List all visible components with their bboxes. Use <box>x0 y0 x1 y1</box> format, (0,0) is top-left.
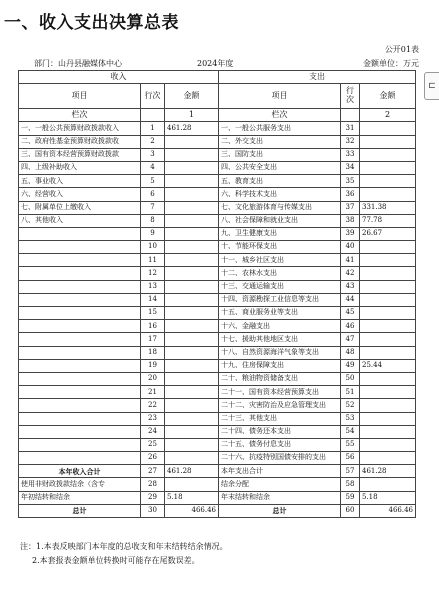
expense-item: 十六、金融支出 <box>219 320 341 333</box>
income-amount <box>165 161 219 174</box>
expense-item: 十七、援助其他地区支出 <box>219 333 341 346</box>
expense-amount <box>360 122 416 135</box>
expense-row-number: 44 <box>341 293 360 306</box>
table-row <box>19 425 416 438</box>
expense-item: 二十、粮油物资储备支出 <box>219 372 341 385</box>
income-row-number: 11 <box>141 254 165 267</box>
income-row-number: 19 <box>141 359 165 372</box>
unit-label: 金额单位：万元 <box>363 59 419 68</box>
expense-row-number: 45 <box>341 307 360 320</box>
table-number: 公开01表 <box>384 45 419 54</box>
income-amount: 461.28 <box>165 465 219 478</box>
table-row <box>19 333 416 346</box>
income-header: 收入 <box>19 71 219 84</box>
income-column-number: 1 <box>165 109 219 122</box>
income-row-number: 5 <box>141 175 165 188</box>
income-item: 二、政府性基金预算财政拨款收 <box>19 135 141 148</box>
income-row-number: 28 <box>141 478 165 491</box>
income-item <box>19 254 141 267</box>
expense-amount: 77.78 <box>360 214 416 227</box>
table-row <box>19 372 416 385</box>
expense-amount <box>360 372 416 385</box>
income-row-number: 9 <box>141 227 165 240</box>
income-row-number: 29 <box>141 491 165 504</box>
income-item: 一、一般公共预算财政拨款收入 <box>19 122 141 135</box>
income-row-number: 14 <box>141 293 165 306</box>
table-row <box>19 175 416 188</box>
menu-collapse-icon[interactable]: ⊏ <box>424 72 439 100</box>
income-item <box>19 346 141 359</box>
income-amount <box>165 148 219 161</box>
expense-item: 总计 <box>219 504 341 517</box>
table-row <box>19 214 416 227</box>
income-amount <box>165 372 219 385</box>
income-item <box>19 320 141 333</box>
table-row <box>19 293 416 306</box>
expense-amount <box>360 452 416 465</box>
income-amount: 461.28 <box>165 122 219 135</box>
income-amount <box>165 201 219 214</box>
income-amount <box>165 386 219 399</box>
table-row <box>19 438 416 451</box>
income-item: 年初结转和结余 <box>19 491 141 504</box>
expense-row-number: 40 <box>341 241 360 254</box>
income-row-number: 30 <box>141 504 165 517</box>
expense-item: 十九、住房保障支出 <box>219 359 341 372</box>
expense-amount <box>360 386 416 399</box>
income-item: 七、附属单位上缴收入 <box>19 201 141 214</box>
expense-row-number: 37 <box>341 201 360 214</box>
income-row-number: 1 <box>141 122 165 135</box>
income-amount: 466.46 <box>165 504 219 517</box>
expense-row-number: 39 <box>341 227 360 240</box>
table-row <box>19 478 416 491</box>
expense-item: 八、社会保障和就业支出 <box>219 214 341 227</box>
income-row-number: 8 <box>141 214 165 227</box>
income-amount-header: 金额 <box>165 84 219 109</box>
income-amount <box>165 359 219 372</box>
expense-column-label: 栏次 <box>219 109 341 122</box>
expense-header: 支出 <box>219 71 416 84</box>
table-row <box>19 201 416 214</box>
expense-row-number: 52 <box>341 399 360 412</box>
expense-row-number: 60 <box>341 504 360 517</box>
income-item <box>19 333 141 346</box>
expense-item: 本年支出合计 <box>219 465 341 478</box>
expense-amount: 25.44 <box>360 359 416 372</box>
income-item <box>19 227 141 240</box>
income-item <box>19 359 141 372</box>
income-amount <box>165 241 219 254</box>
income-item: 三、国有资本经营预算财政拨款 <box>19 148 141 161</box>
income-amount: 5.18 <box>165 491 219 504</box>
table-row <box>19 267 416 280</box>
expense-item: 十、节能环保支出 <box>219 241 341 254</box>
expense-item: 十八、自然资源海洋气象等支出 <box>219 346 341 359</box>
income-amount <box>165 320 219 333</box>
income-row-number: 18 <box>141 346 165 359</box>
expense-amount <box>360 307 416 320</box>
income-row-number: 2 <box>141 135 165 148</box>
expense-amount <box>360 148 416 161</box>
expense-row-number: 59 <box>341 491 360 504</box>
expense-row-number: 43 <box>341 280 360 293</box>
year-label: 2024年度 <box>197 59 234 68</box>
income-item <box>19 307 141 320</box>
expense-amount: 331.38 <box>360 201 416 214</box>
expense-item: 六、科学技术支出 <box>219 188 341 201</box>
income-amount <box>165 412 219 425</box>
expense-row-number: 34 <box>341 161 360 174</box>
note-1: 注：1.本表反映部门本年度的总收支和年末结转结余情况。 <box>20 542 228 551</box>
income-row-number: 15 <box>141 307 165 320</box>
expense-amount <box>360 438 416 451</box>
expense-item: 一、一般公共服务支出 <box>219 122 341 135</box>
income-amount <box>165 425 219 438</box>
expense-amount: 5.18 <box>360 491 416 504</box>
note-2: 2.本套报表金额单位转换时可能存在尾数误差。 <box>32 556 200 565</box>
income-amount <box>165 307 219 320</box>
income-row-number: 13 <box>141 280 165 293</box>
expense-item: 十五、商业服务业等支出 <box>219 307 341 320</box>
income-row-number: 25 <box>141 438 165 451</box>
income-amount <box>165 267 219 280</box>
expense-item: 十二、农林水支出 <box>219 267 341 280</box>
income-amount <box>165 188 219 201</box>
expense-item: 二十四、债务还本支出 <box>219 425 341 438</box>
table-row <box>19 161 416 174</box>
expense-item: 十三、交通运输支出 <box>219 280 341 293</box>
income-row-number: 20 <box>141 372 165 385</box>
table-row <box>19 135 416 148</box>
income-item <box>19 267 141 280</box>
empty-cell <box>341 109 360 122</box>
income-row-number: 17 <box>141 333 165 346</box>
income-amount <box>165 135 219 148</box>
notes <box>20 540 228 568</box>
table-row <box>19 504 416 517</box>
expense-row-number: 58 <box>341 478 360 491</box>
income-row-number: 16 <box>141 320 165 333</box>
income-amount <box>165 438 219 451</box>
table-row <box>19 452 416 465</box>
table-row <box>19 346 416 359</box>
expense-amount <box>360 254 416 267</box>
income-amount <box>165 227 219 240</box>
income-row-number: 24 <box>141 425 165 438</box>
expense-amount <box>360 175 416 188</box>
income-amount <box>165 175 219 188</box>
income-rowno-header: 行次 <box>141 84 165 109</box>
expense-amount-header: 金额 <box>360 84 416 109</box>
expense-amount <box>360 241 416 254</box>
income-item: 四、上级补助收入 <box>19 161 141 174</box>
expense-row-number: 50 <box>341 372 360 385</box>
income-item: 使用非财政拨款结余（含专 <box>19 478 141 491</box>
expense-row-number: 55 <box>341 438 360 451</box>
table-row <box>19 148 416 161</box>
department-label: 部门：山丹县融媒体中心 <box>34 59 122 68</box>
expense-amount <box>360 161 416 174</box>
expense-row-number: 47 <box>341 333 360 346</box>
expense-row-number: 31 <box>341 122 360 135</box>
expense-item: 三、国防支出 <box>219 148 341 161</box>
table-row <box>19 307 416 320</box>
income-row-number: 27 <box>141 465 165 478</box>
table-row <box>19 320 416 333</box>
expense-item: 十一、城乡社区支出 <box>219 254 341 267</box>
expense-amount: 26.67 <box>360 227 416 240</box>
income-item <box>19 241 141 254</box>
expense-item: 四、公共安全支出 <box>219 161 341 174</box>
table-row <box>19 491 416 504</box>
income-amount <box>165 399 219 412</box>
page-title: 一、收入支出决算总表 <box>4 13 179 33</box>
expense-row-number: 49 <box>341 359 360 372</box>
expense-item: 二、外交支出 <box>219 135 341 148</box>
income-amount <box>165 214 219 227</box>
expense-item-header: 项目 <box>219 84 341 109</box>
table-row <box>19 399 416 412</box>
income-amount <box>165 333 219 346</box>
expense-item: 二十三、其他支出 <box>219 412 341 425</box>
expense-column-number: 2 <box>360 109 416 122</box>
expense-row-number: 48 <box>341 346 360 359</box>
expense-amount: 466.46 <box>360 504 416 517</box>
table-row <box>19 465 416 478</box>
income-item <box>19 425 141 438</box>
table-row <box>19 241 416 254</box>
expense-amount: 461.28 <box>360 465 416 478</box>
income-item <box>19 386 141 399</box>
income-amount <box>165 478 219 491</box>
income-row-number: 22 <box>141 399 165 412</box>
income-row-number: 3 <box>141 148 165 161</box>
income-item-header: 项目 <box>19 84 141 109</box>
table-row <box>19 122 416 135</box>
table-row <box>19 359 416 372</box>
income-item: 八、其他收入 <box>19 214 141 227</box>
income-item <box>19 412 141 425</box>
expense-amount <box>360 333 416 346</box>
income-row-number: 6 <box>141 188 165 201</box>
income-item: 五、事业收入 <box>19 175 141 188</box>
income-item: 总计 <box>19 504 141 517</box>
expense-amount <box>360 478 416 491</box>
expense-amount <box>360 188 416 201</box>
income-amount <box>165 254 219 267</box>
expense-row-number: 56 <box>341 452 360 465</box>
expense-row-number: 57 <box>341 465 360 478</box>
income-row-number: 12 <box>141 267 165 280</box>
expense-item: 九、卫生健康支出 <box>219 227 341 240</box>
expense-item: 二十二、灾害防治及应急管理支出 <box>219 399 341 412</box>
expense-amount <box>360 135 416 148</box>
expense-amount <box>360 267 416 280</box>
expense-amount <box>360 399 416 412</box>
income-row-number: 7 <box>141 201 165 214</box>
expense-row-number: 38 <box>341 214 360 227</box>
expense-row-number: 36 <box>341 188 360 201</box>
income-amount <box>165 346 219 359</box>
income-column-label: 栏次 <box>19 109 141 122</box>
expense-item: 七、文化旅游体育与传媒支出 <box>219 201 341 214</box>
expense-item: 结余分配 <box>219 478 341 491</box>
income-amount <box>165 452 219 465</box>
expense-item: 二十五、债务付息支出 <box>219 438 341 451</box>
income-row-number: 21 <box>141 386 165 399</box>
expense-item: 五、教育支出 <box>219 175 341 188</box>
income-item: 本年收入合计 <box>19 465 141 478</box>
expense-item: 十四、资源勘探工业信息等支出 <box>219 293 341 306</box>
income-item <box>19 280 141 293</box>
expense-row-number: 35 <box>341 175 360 188</box>
income-row-number: 10 <box>141 241 165 254</box>
expense-amount <box>360 280 416 293</box>
expense-amount <box>360 425 416 438</box>
table-row <box>19 188 416 201</box>
income-item <box>19 372 141 385</box>
table-row <box>19 280 416 293</box>
table-row <box>19 227 416 240</box>
income-amount <box>165 280 219 293</box>
expense-row-number: 46 <box>341 320 360 333</box>
expense-item: 年末结转和结余 <box>219 491 341 504</box>
expense-row-number: 51 <box>341 386 360 399</box>
income-row-number: 26 <box>141 452 165 465</box>
income-amount <box>165 293 219 306</box>
table-row <box>19 386 416 399</box>
income-row-number: 4 <box>141 161 165 174</box>
empty-cell <box>141 109 165 122</box>
income-item <box>19 452 141 465</box>
expense-row-number: 32 <box>341 135 360 148</box>
expense-item: 二十六、抗疫特别国债安排的支出 <box>219 452 341 465</box>
income-item <box>19 293 141 306</box>
table-row <box>19 254 416 267</box>
expense-rowno-header: 行次 <box>341 84 360 109</box>
expense-row-number: 33 <box>341 148 360 161</box>
expense-item: 二十一、国有资本经营预算支出 <box>219 386 341 399</box>
table-row <box>19 412 416 425</box>
expense-amount <box>360 346 416 359</box>
expense-row-number: 42 <box>341 267 360 280</box>
income-row-number: 23 <box>141 412 165 425</box>
expense-amount <box>360 293 416 306</box>
income-item <box>19 399 141 412</box>
income-item <box>19 438 141 451</box>
expense-amount <box>360 412 416 425</box>
expense-amount <box>360 320 416 333</box>
income-expense-table <box>18 70 416 518</box>
expense-row-number: 54 <box>341 425 360 438</box>
income-item: 六、经营收入 <box>19 188 141 201</box>
expense-row-number: 53 <box>341 412 360 425</box>
expense-row-number: 41 <box>341 254 360 267</box>
